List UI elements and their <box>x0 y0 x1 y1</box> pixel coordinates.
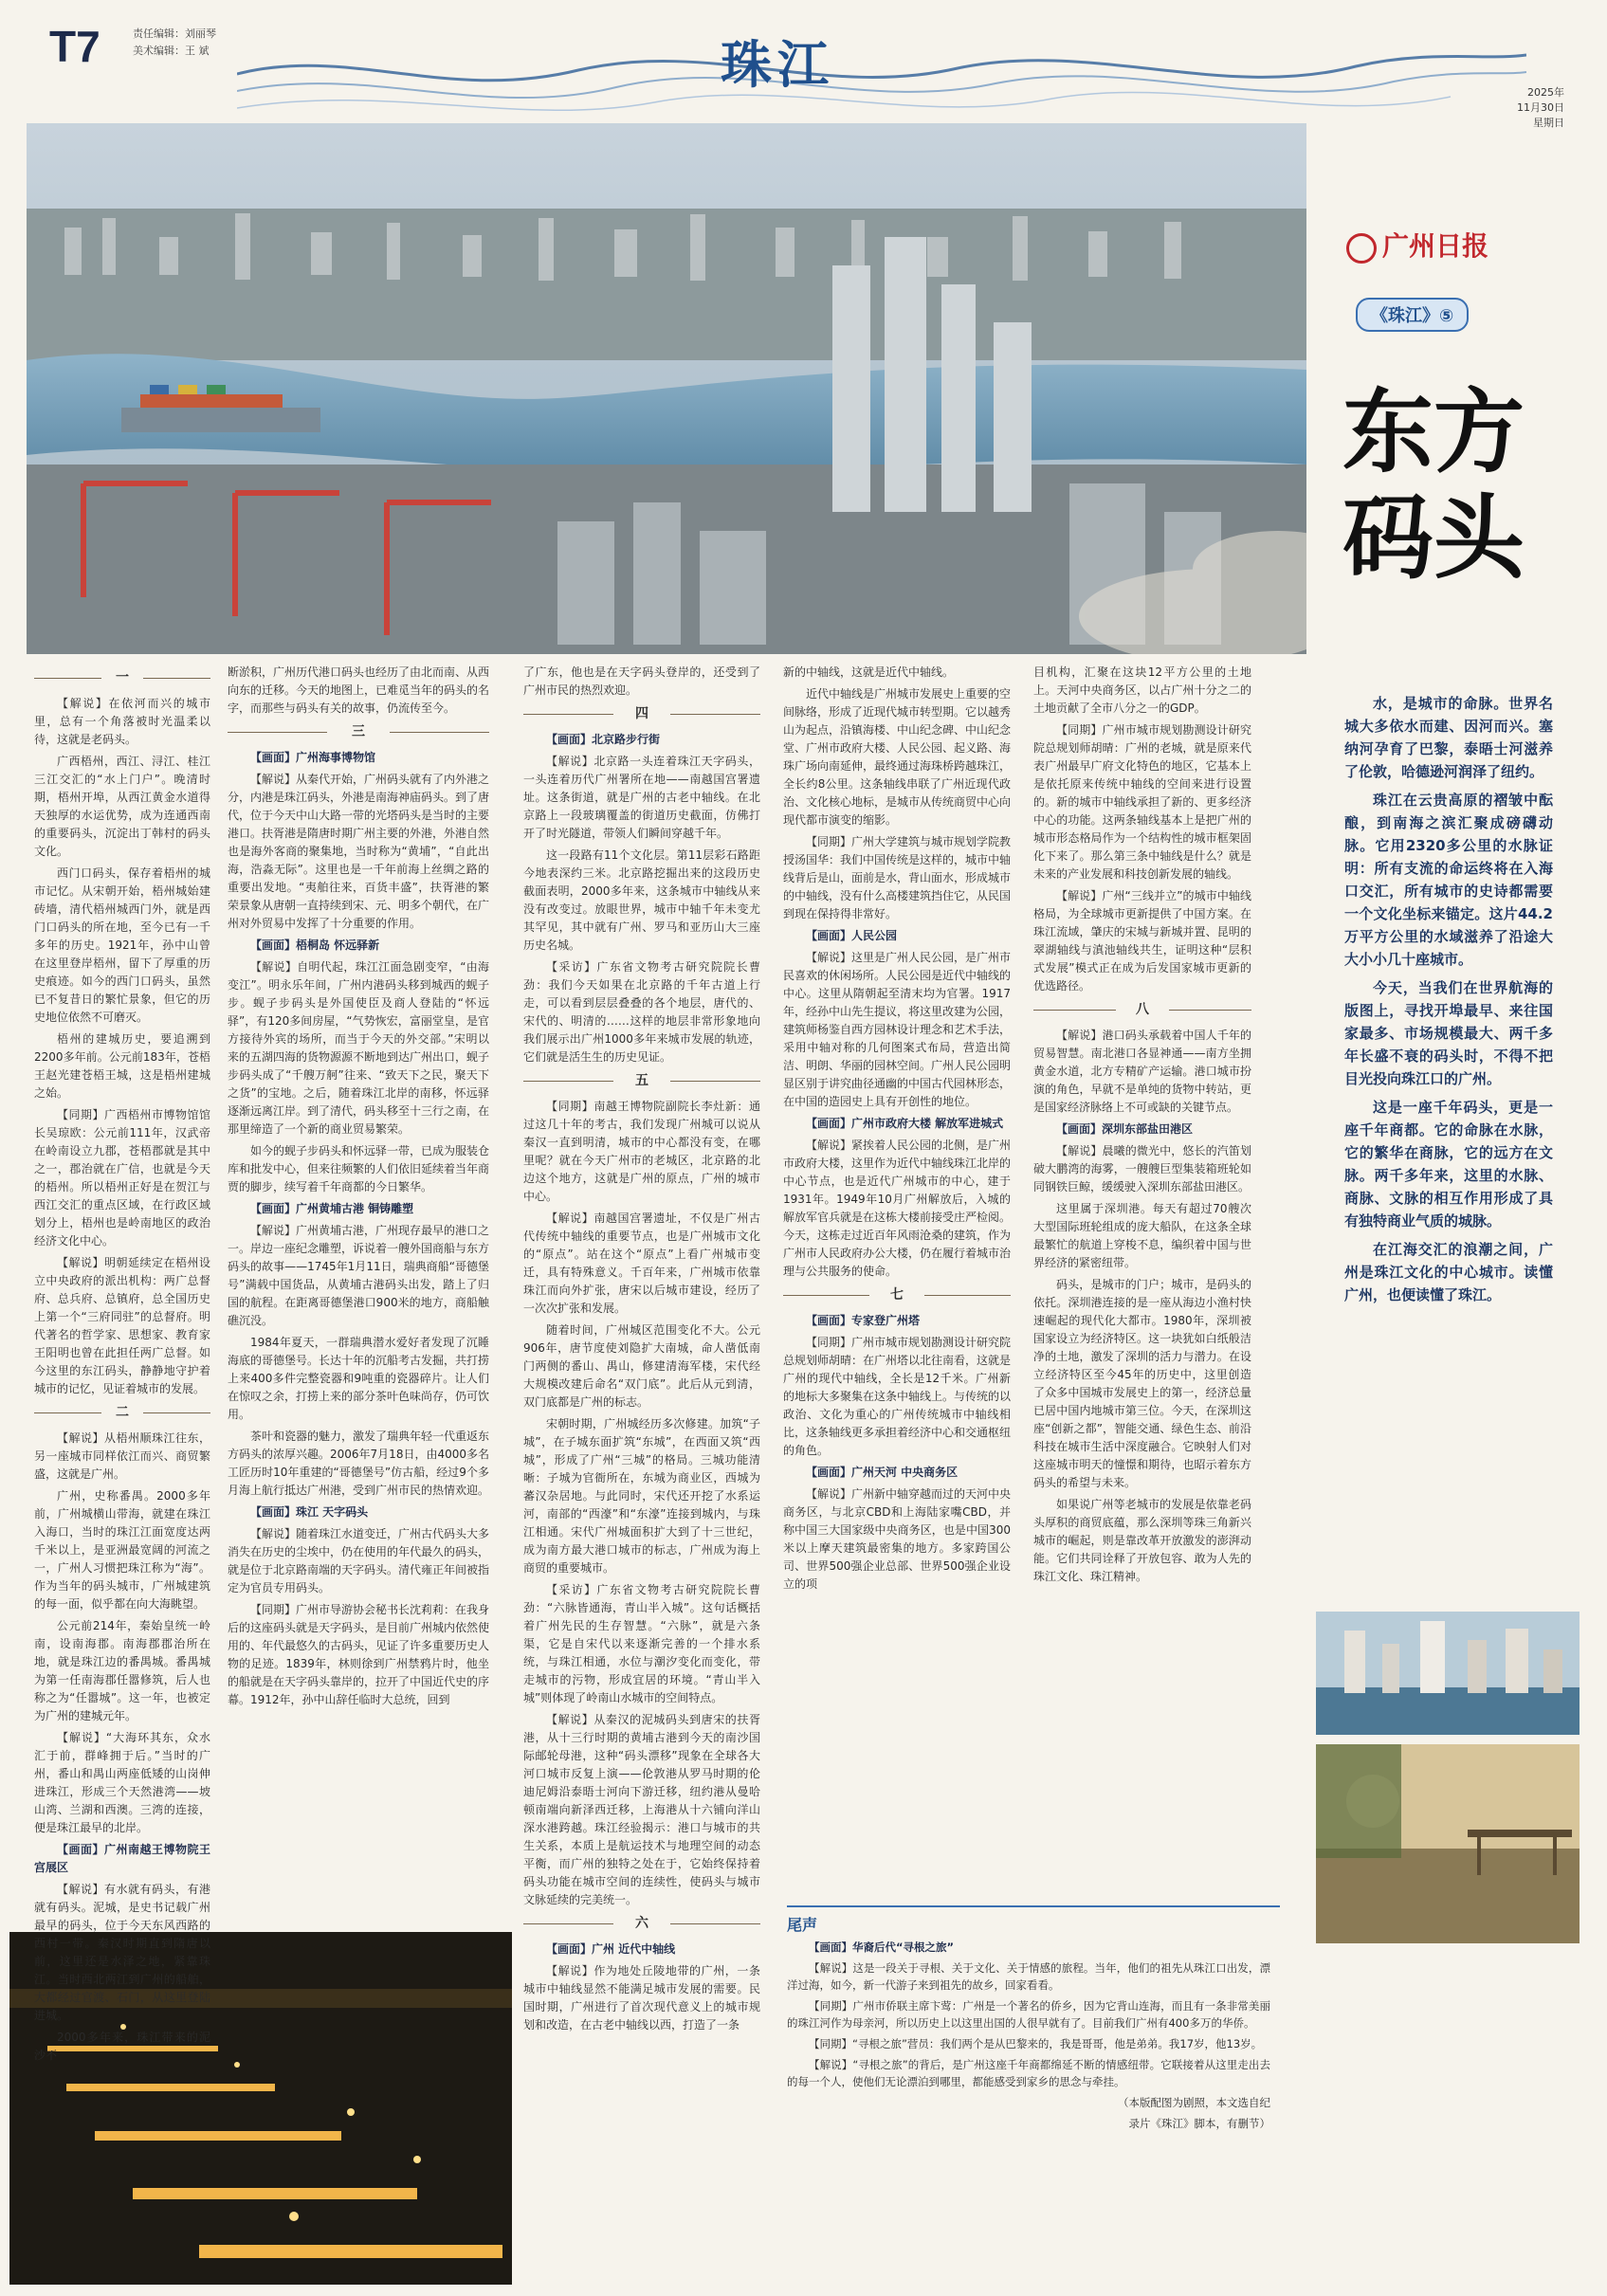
paragraph: 【解说】从梧州顺珠江往东，另一座城市同样依江而兴、商贸繁盛，这就是广州。 <box>34 1431 210 1481</box>
scene-label: 【画面】广州南越王博物院王宫展区 <box>34 1843 210 1874</box>
scene-label: 【画面】北京路步行街 <box>546 733 661 746</box>
paragraph: 【解说】晨曦的微光中，悠长的汽笛划破大鹏湾的海雾，一艘艘巨型集装箱班轮如同钢铁巨鲸，缓缓驶入深圳东部盐田港区。 <box>1033 1144 1251 1194</box>
paragraph: 【同期】广州市城市规划勘测设计研究院总规划师胡晴：在广州塔以北往南看，这就是广州的现代中轴线，全长是12千米。广州新的地标大多聚集在这条中轴线上。与传统的以政治、文化为重心的广州传统城市中轴线相比，这条轴线更多承担着经济中心和交通枢纽的角色。 <box>783 1336 1012 1457</box>
editor-credit: 责任编辑：刘丽琴 <box>133 27 216 40</box>
paragraph: 【解说】广州新中轴穿越而过的天河中央商务区，与北京CBD和上海陆家嘴CBD，并称中国三大国家级中央商务区，也是中国300米以上摩天建筑最密集的地方。多家跨国公司、世界500强企业总部、世界500强企业设立的项 <box>783 1487 1012 1591</box>
paragraph: 【同期】广西梧州市博物馆馆长吴琼欧：公元前111年，汉武帝在岭南设立九郡，苍梧郡就是其中之一，郡治就在广信，也就是今天的梧州。所以梧州正好是在贺江与西江交汇的重点区域，在行政区域划分上，梧州也是岭南地区的政治经济文化中心。 <box>34 1108 210 1248</box>
scene-label: 【画面】珠江 天字码头 <box>250 1505 369 1519</box>
section-heading: 四 <box>523 705 760 723</box>
paragraph: 1984年夏天，一群瑞典潜水爱好者发现了沉睡海底的哥德堡号。长达十年的沉船考古发掘，共打捞上来400多件完整瓷器和9吨重的瓷器碎片。让人们在惊叹之余，打捞上来的部分茶叶色味尚存，仍可饮用。 <box>228 1336 490 1421</box>
paragraph: 广西梧州，西江、浔江、桂江三江交汇的“水上门户”。晚清时期，梧州开埠，从西江黄金水道得天独厚的水运优势，成为连通西南的重要码头，沉淀出丁韩村的码头文化。 <box>34 755 210 858</box>
section-heading: 七 <box>783 1286 1011 1304</box>
paragraph: 【同期】广州市侨联主席卞莺：广州是一个著名的侨乡，因为它背山连海，而且有一条非常美丽的珠江河作为母亲河，所以历史上以这里出国的人很早就有了。目前我们广州有400多万的华侨。 <box>787 1999 1270 2030</box>
scene-label: 【画面】广州海事博物馆 <box>250 751 376 764</box>
paragraph: 公元前214年，秦始皇统一岭南，设南海郡。南海郡郡治所在地，就是珠江边的番禺城。番禺城为第一任南海郡任嚣修筑，后人也称之为“任嚣城”。这一年，也被定为广州的建城元年。 <box>34 1619 210 1722</box>
footnote: （本版配图为剧照，本文选自纪 <box>1118 2096 1270 2109</box>
paragraph: 宋朝时期，广州城经历多次修建。加筑“子城”，在子城东面扩筑“东城”，在西面又筑“西城”，形成了广州“三城”的格局。三城功能清晰：子城为官衙所在，东城为商业区，西城为蕃汉杂居地。与此同时，宋代还开挖了水系运河，南部的“西濠”和“东濠”连接到城内，与珠江相通。宋代广州城面积扩大到了十三世纪，成为南方最大港口城市的标志，广州成为海上商贸的重要城市。 <box>523 1417 760 1575</box>
paragraph: 新的中轴线，这就是近代中轴线。 <box>783 665 955 679</box>
paragraph: 广州，史称番禺。2000多年前，广州城横山带海，就建在珠江入海口，当时的珠江江面宽度达两千米以上，是亚洲最宽阔的河流之一，广州人习惯把珠江称为“海”。作为当年的码头城市，广州城建筑的每一面，似乎都在向大海眺望。 <box>34 1489 210 1611</box>
section-heading: 三 <box>228 723 489 741</box>
paragraph: 【采访】广东省文物考古研究院院长曹劲：我们今天如果在北京路的千年古道上行走，可以看到层层叠叠的各个地层，唐代的、宋代的、明清的……这样的地层非常形象地向我们展示出广州1000多年来城市发展的轨迹，它们就是活生生的历史见证。 <box>523 960 760 1064</box>
paragraph: 目机构，汇聚在这块12平方公里的土地上。天河中央商务区，以占广州十分之二的土地贡献了全市八分之一的GDP。 <box>1033 665 1251 715</box>
city-riverside-photo <box>1316 1612 1580 1735</box>
scene-label: 【画面】广州市政府大楼 解放军进城式 <box>806 1117 1004 1130</box>
paragraph: 【解说】有水就有码头，有港就有码头。泥城，是史书记载广州最早的码头，位于今天东风西路的西村一带。秦汉时期直到隋唐以前，这里还是水泽之地，紧靠珠江。当时西北两江到广州的船舶，大都经过官渡、石门，从这里登陆进城。 <box>34 1883 210 2022</box>
paragraph: 西门口码头，保存着梧州的城市记忆。从宋朝开始，梧州城始建砖墙，清代梧州城西门外，就是西门口码头的所在地，至今已有一千多年的历史。1921年，孙中山曾在这里登岸梧州，留下了厚重的历史痕迹。如今的西门口码头，虽然已不复昔日的繁忙景象，但它的历史地位依然不可磨灭。 <box>34 866 210 1024</box>
paragraph: 【解说】“大海环其东，众水汇于前，群峰拥于后。”当时的广州，番山和禺山两座低矮的山岗伸进珠江，形成三个天然港湾——坡山湾、兰湖和西澳。三湾的连接，便是珠江最早的北岸。 <box>34 1731 210 1834</box>
paragraph: 这一段路有11个文化层。第11层彩石路距今地表深约三米。北京路挖掘出来的这段历史截面表明，2000多年来，这条城市中轴线从来没有改变过。放眼世界，城市中轴千年未变尤其罕见，其中就有广州、罗马和亚历山大三座历史名城。 <box>523 848 760 952</box>
sidebar-paragraph: 珠江在云贵高原的褶皱中酝酿，到南海之滨汇聚成磅礴动脉。它用2320多公里的水脉证明：所有支流的命运终将在入海口交汇，所有城市的史诗都需要一个文化坐标来锚定。这片44.2万平方公里的水域滋养了沿途大大小小几十座城市。 <box>1344 792 1553 968</box>
paragraph: 码头，是城市的门户；城市，是码头的依托。深圳港连接的是一座从海边小渔村快速崛起的现代化大都市。1980年，深圳被国家设立为经济特区。这一块犹如白纸般洁净的土地，激发了深圳的活力与潜力。在设立经济特区至今45年的历史中，这里创造了众多中国城市发展史上的第一，经济总量已居中国内地城市第三位。今天，在深圳这座“创新之都”，智能交通、绿色生态、前沿科技在城市生活中深度融合。它映射人们对这座城市明天的憧憬和期待，也昭示着东方码头的希望与未来。 <box>1033 1278 1251 1489</box>
scene-label: 【画面】深圳东部盐田港区 <box>1056 1122 1194 1136</box>
paragraph: 【解说】北京路一头连着珠江天字码头，一头连着历代广州署所在地——南越国宫署遗址。这条街道，就是广州的古老中轴线。在北京路上一段玻璃覆盖的街道历史截面，仿佛打开了时光隧道，带领人们瞬间穿越千年。 <box>523 755 760 840</box>
article-column-1 <box>34 664 210 2068</box>
sidebar-paragraph: 这是一座千年码头，更是一座千年商都。它的命脉在水脉，它的繁华在商脉，它的远方在文脉。两千多年来，这里的水脉、商脉、文脉的相互作用形成了具有独特商业气质的城脉。 <box>1344 1099 1553 1230</box>
paragraph: 【同期】广州市城市规划勘测设计研究院总规划师胡晴：广州的老城，就是原来代表广州最早广府文化特色的地区，它基本上是依托原来传统中轴线的空间来进行设置的。新的城市中轴线承担了新的、更多经济中心的功能。这两条轴线基本上是把广州的城市形态格局作为一个结构性的城市框架固化下来了。那么第三条中轴线是什么？就是未来的产业发展和科技创新发展的轴线。 <box>1033 723 1251 881</box>
paragraph: 这里属于深圳港。每天有超过70艘次大型国际班轮组成的庞大船队，在这条全球最繁忙的航道上穿梭不息，编织着中国与世界经济的紧密纽带。 <box>1033 1202 1251 1269</box>
issue-date-year: 2025年 <box>1527 86 1564 99</box>
series-badge: 《珠江》⑤ <box>1356 298 1469 332</box>
paragraph: 梧州的建城历史，要追溯到2200多年前。公元前183年，苍梧王赵光建苍梧王城，这是梧州建城之始。 <box>34 1032 210 1100</box>
paragraph: 2000多年来，珠江带来的泥沙不 <box>34 2031 210 2062</box>
section-heading: 六 <box>523 1915 760 1933</box>
scene-label: 【画面】人民公园 <box>806 929 898 942</box>
paragraph: 随着时间，广州城区范围变化不大。公元906年，唐节度使刘隐扩大南城，命人凿低南门两侧的番山、禺山，修建清海军楼，宋代经大规模改建后命名“双门底”。此后从元到清，双门底都是广州的标志。 <box>523 1323 760 1409</box>
paragraph: 【解说】这里是广州人民公园，是广州市民喜欢的休闲场所。人民公园是近代中轴线的中心。这里从隋朝起至清末均为官署。1917年，经孙中山先生提议，将这里改建为公园，建筑师杨鉴自西方园林设计理念和艺术手法，采用中轴对称的几何图案式布局，营造出简洁、明朗、华丽的园林空间。广州人民公园明显区别于讲究曲径通幽的中国古代园林形态，在中国的造园史上具有开创性的地位。 <box>783 951 1012 1108</box>
footnote: 录片《珠江》脚本，有删节） <box>1128 2117 1270 2130</box>
paragraph: 【解说】“寻根之旅”的背后，是广州这座千年商都绵延不断的情感纽带。它联接着从这里走出去的每一个人，使他们无论漂泊到哪里，都能感受到家乡的思念与牵挂。 <box>787 2058 1270 2088</box>
paragraph: 【同期】广州市导游协会秘书长沈莉莉：在我身后的这座码头就是天字码头，是目前广州城内依然使用的、年代最悠久的古码头，见证了许多重要历史人物的足迹。1839年，林则徐到广州禁鸦片时，他坐的船就是在天字码头靠岸的，拉开了中国近代史的序幕。1912年，孙中山辞任临时大总统，回到 <box>228 1603 490 1706</box>
section-heading: 一 <box>34 669 210 687</box>
logo-mark-icon <box>1346 233 1377 264</box>
section-title: 珠江 <box>721 34 834 95</box>
paper-logo <box>1346 226 1555 264</box>
paragraph: 茶叶和瓷器的魅力，激发了瑞典年轻一代重返东方码头的浓厚兴趣。2006年7月18日，由4000多名工匠历时10年重建的“哥德堡号”仿古船，经过9个多月海上航行抵达广州港，受到广州市民的热情欢迎。 <box>228 1430 490 1497</box>
paragraph: 了广东，他也是在天字码头登岸的，还受到了广州市民的热烈欢迎。 <box>523 665 760 697</box>
article-column-4 <box>783 664 1011 1597</box>
scene-label: 【画面】广州 近代中轴线 <box>546 1942 676 1956</box>
paragraph: 【解说】在依河而兴的城市里，总有一个角落被时光温柔以待，这就是老码头。 <box>34 697 210 746</box>
page-number: T7 <box>49 22 100 71</box>
headline: 东方码头 <box>1342 378 1525 592</box>
paragraph: 【解说】广州“三线并立”的城市中轴线格局，为全球城市更新提供了中国方案。在珠江流域，肇庆的宋城与新城并置、昆明的翠湖轴线与滇池轴线共生，证明这种“层积式发展”模式正在成为后发国家城市更新的优选路径。 <box>1033 889 1251 993</box>
paragraph: 近代中轴线是广州城市发展史上重要的空间脉络，形成了近现代城市转型期。它以越秀山为起点，沿镇海楼、中山纪念碑、中山纪念堂、广州市政府大楼、人民公园、起义路、海珠广场向南延伸，最终通过海珠桥跨越珠江，全长约8公里。这条轴线串联了广州近现代政治、文化核心地标，是城市从传统商贸中心向现代都市演变的缩影。 <box>783 687 1012 827</box>
epilogue-title: 尾声 <box>787 1916 818 1934</box>
paragraph: 【解说】南越国宫署遗址，不仅是广州古代传统中轴线的重要节点，也是广州城市文化的“原点”。站在这个“原点”上看广州城市变迁，具有特殊意义。千百年来，广州城市依靠珠江而向外扩张，唐宋以后城市建设，经历了一次次扩张和发展。 <box>523 1212 760 1315</box>
section-heading: 八 <box>1033 1001 1251 1019</box>
issue-date-day: 11月30日 <box>1517 101 1564 114</box>
designer-credit: 美术编辑：王 斌 <box>133 45 210 57</box>
paragraph: 如今的蚬子步码头和怀远驿一带，已成为服装仓库和批发中心，但来往频繁的人们依旧延续着当年商贾的脚步，续写着千年商都的今日繁华。 <box>228 1144 490 1194</box>
paragraph: 如果说广州等老城市的发展是依靠老码头厚积的商贸底蕴，那么深圳等珠三角新兴城市的崛起，则是靠改革开放激发的澎湃动能。它们共同诠释了开放包容、敢为人先的珠江文化、珠江精神。 <box>1033 1498 1251 1583</box>
scene-label: 【画面】广州天河 中央商务区 <box>806 1466 959 1479</box>
article-column-2 <box>228 664 489 1713</box>
paragraph: 【同期】南越王博物院副院长李灶新：通过这几十年的考古，我们发现广州城可以说从秦汉一直到明清，城市的中心都没有变，在哪里呢？就在今天广州市的老城区，北京路的北边这个地方，这就是广州的原点，广州的城市中心。 <box>523 1100 760 1203</box>
paragraph: 【解说】港口码头承载着中国人千年的贸易智慧。南北港口各显神通——南方坐拥黄金水道，北方专精矿产运输。港口城市扮演的角色，早就不是单纯的货物中转站，更是国家经济脉络上不可或缺的关键节点。 <box>1033 1029 1251 1114</box>
paragraph: 【同期】“寻根之旅”营员：我们两个是从巴黎来的，我是哥哥，他是弟弟。我17岁，他13岁。 <box>809 2037 1263 2050</box>
sunset-pier-photo <box>1316 1744 1580 1943</box>
section-heading: 二 <box>34 1404 210 1422</box>
paragraph: 【解说】随着珠江水道变迁，广州古代码头大多消失在历史的尘埃中，仍在使用的年代最久的码头，就是位于北京路南端的天字码头。清代雍正年间被指定为官员专用码头。 <box>228 1527 490 1594</box>
scene-label: 【画面】专家登广州塔 <box>806 1314 921 1327</box>
scene-label: 【画面】广州黄埔古港 铜铸雕塑 <box>250 1202 414 1215</box>
sidebar-intro <box>1344 692 1553 1312</box>
paragraph: 【解说】这是一段关于寻根、关于文化、关于情感的旅程。当年，他们的祖先从珠江口出发，漂洋过海，如今，新一代游子来到祖先的故乡，回家看看。 <box>787 1961 1270 1992</box>
article-column-5 <box>1033 664 1251 1590</box>
wave-banner <box>237 8 1526 131</box>
sidebar-paragraph: 水，是城市的命脉。世界名城大多依水而建、因河而兴。塞纳河孕育了巴黎，泰晤士河滋养了伦敦，哈德逊河润泽了纽约。 <box>1344 695 1553 780</box>
article-column-3 <box>523 664 760 2038</box>
epilogue-box <box>787 1905 1280 2287</box>
paragraph: 【解说】从秦代开始，广州码头就有了内外港之分，内港是珠江码头，外港是南海神庙码头。到了唐代，位于今天中山大路一带的光塔码头是当时的主要港口。扶胥港是隋唐时期广州主要的外港，外港自然也是海外客商的聚集地，当时称为“黄埔”，“自此出海，浩淼无际”。这里也是一千年前海上丝绸之路的重要出发地。“夷舶往来，百货丰盛”，扶胥港的繁荣景象从唐朝一直持续到宋、元、明多个朝代，在广州对外贸易中发挥了十分重要的作用。 <box>228 773 490 930</box>
issue-weekday: 星期日 <box>1533 117 1564 129</box>
scene-label: 【画面】梧桐岛 怀远驿新 <box>250 938 380 952</box>
hero-harbor-photo <box>27 123 1306 654</box>
paragraph: 【采访】广东省文物考古研究院院长曹劲：“六脉皆通海，青山半入城”。这句话概括着广州先民的生存智慧。“六脉”，就是六条渠，它是自宋代以来逐渐完善的一个排水系统，与珠江相通，水位与潮汐变化而变化，带走城市的污物，形成宜居的环境。“青山半入城”则体现了岭南山水城市的空间特点。 <box>523 1583 760 1704</box>
sidebar-paragraph: 今天，当我们在世界航海的版图上，寻找开埠最早、来往国家最多、市场规模最大、两千多年长盛不衰的码头时，不得不把目光投向珠江口的广州。 <box>1344 979 1553 1087</box>
paragraph: 断淤积，广州历代港口码头也经历了由北而南、从西向东的迁移。今天的地图上，已难觅当年的码头的名字，而那些与码头有关的故事，仍流传至今。 <box>228 665 490 715</box>
paragraph: 【解说】广州黄埔古港，广州现存最早的港口之一。岸边一座纪念雕塑，诉说着一艘外国商船与东方码头的故事——1745年1月11日，瑞典商船“哥德堡号”满载中国货品，从黄埔古港码头出发，踏上了归国的航程。在距离哥德堡港口900米的地方，商船触礁沉没。 <box>228 1224 490 1327</box>
paper-name: 广州日报 <box>1382 230 1489 262</box>
paragraph: 【同期】广州大学建筑与城市规划学院教授汤国华：我们中国传统是这样的，城市中轴线背后是山，面前是水，背山面水，形成城市的中轴线，没有什么高楼建筑挡住它，从民国到现在保持得非常好。 <box>783 835 1012 920</box>
paragraph: 【解说】紧挨着人民公园的北侧，是广州市政府大楼，这里作为近代中轴线珠江北岸的中心节点，也是近代广州城市的中心，建于1931年。1949年10月广州解放后，入城的解放军官兵就是在这栋大楼前接受庄严检阅。今天，这栋走过近百年风雨沧桑的建筑，作为广州市人民政府办公大楼，仍在履行着城市治理与公共服务的使命。 <box>783 1139 1012 1278</box>
scene-label: 【画面】华裔后代“寻根之旅” <box>809 1941 955 1954</box>
section-heading: 五 <box>523 1072 760 1090</box>
paragraph: 【解说】从秦汉的泥城码头到唐宋的扶胥港，从十三行时期的黄埔古港到今天的南沙国际邮轮母港，这种“码头漂移”现象在全球各大河口城市反复上演——伦敦港从罗马时期的伦迪尼姆沿泰晤士河向下游迁移，纽约港从曼哈顿南端向新泽西迁移，上海港从十六铺向洋山深水港跨越。珠江经验揭示：港口与城市的共生关系，本质上是航运技术与地理空间的动态平衡，而广州的独特之处在于，它始终保持着码头功能在城市空间的连续性，使码头与城市文脉延续的完美统一。 <box>523 1713 760 1906</box>
paragraph: 【解说】明朝延续定在梧州设立中央政府的派出机构：两广总督府、总兵府、总镇府，总全国历史上第一个“三府同驻”的总督府。明代著名的哲学家、思想家、教育家王阳明也曾在此担任两广总督。如今这里的东江码头，静静地守护着城市的记忆，见证着城市的发展。 <box>34 1256 210 1395</box>
sidebar-paragraph: 在江海交汇的浪潮之间，广州是珠江文化的中心城市。读懂广州，也便读懂了珠江。 <box>1344 1241 1553 1303</box>
paragraph: 【解说】自明代起，珠江江面急剧变窄，“由海变江”。明永乐年间，广州内港码头移到城西的蚬子步。蚬子步码头是外国使臣及商人登陆的“怀远驿”，有120多间房屋，“气势恢宏，富丽堂皇，是官方接待外宾的场所，而当于今天的外交部。”宋明以来的五湖四海的货物源源不断地到达广州出口，蚬子步码头成了“千艘万舸”往来、“致天下之民，聚天下之货”的宝地。之后，随着珠江北岸的南移，怀远驿逐渐远离江岸。到了清代，码头移至十三行之南，在那里缔造了一个新的商业贸易繁荣。 <box>228 960 490 1136</box>
paragraph: 【解说】作为地处丘陵地带的广州，一条城市中轴线显然不能满足城市发展的需要。民国时期，广州进行了首次现代意义上的城市规划和改造，在古老中轴线以西，打造了一条 <box>523 1964 760 2032</box>
